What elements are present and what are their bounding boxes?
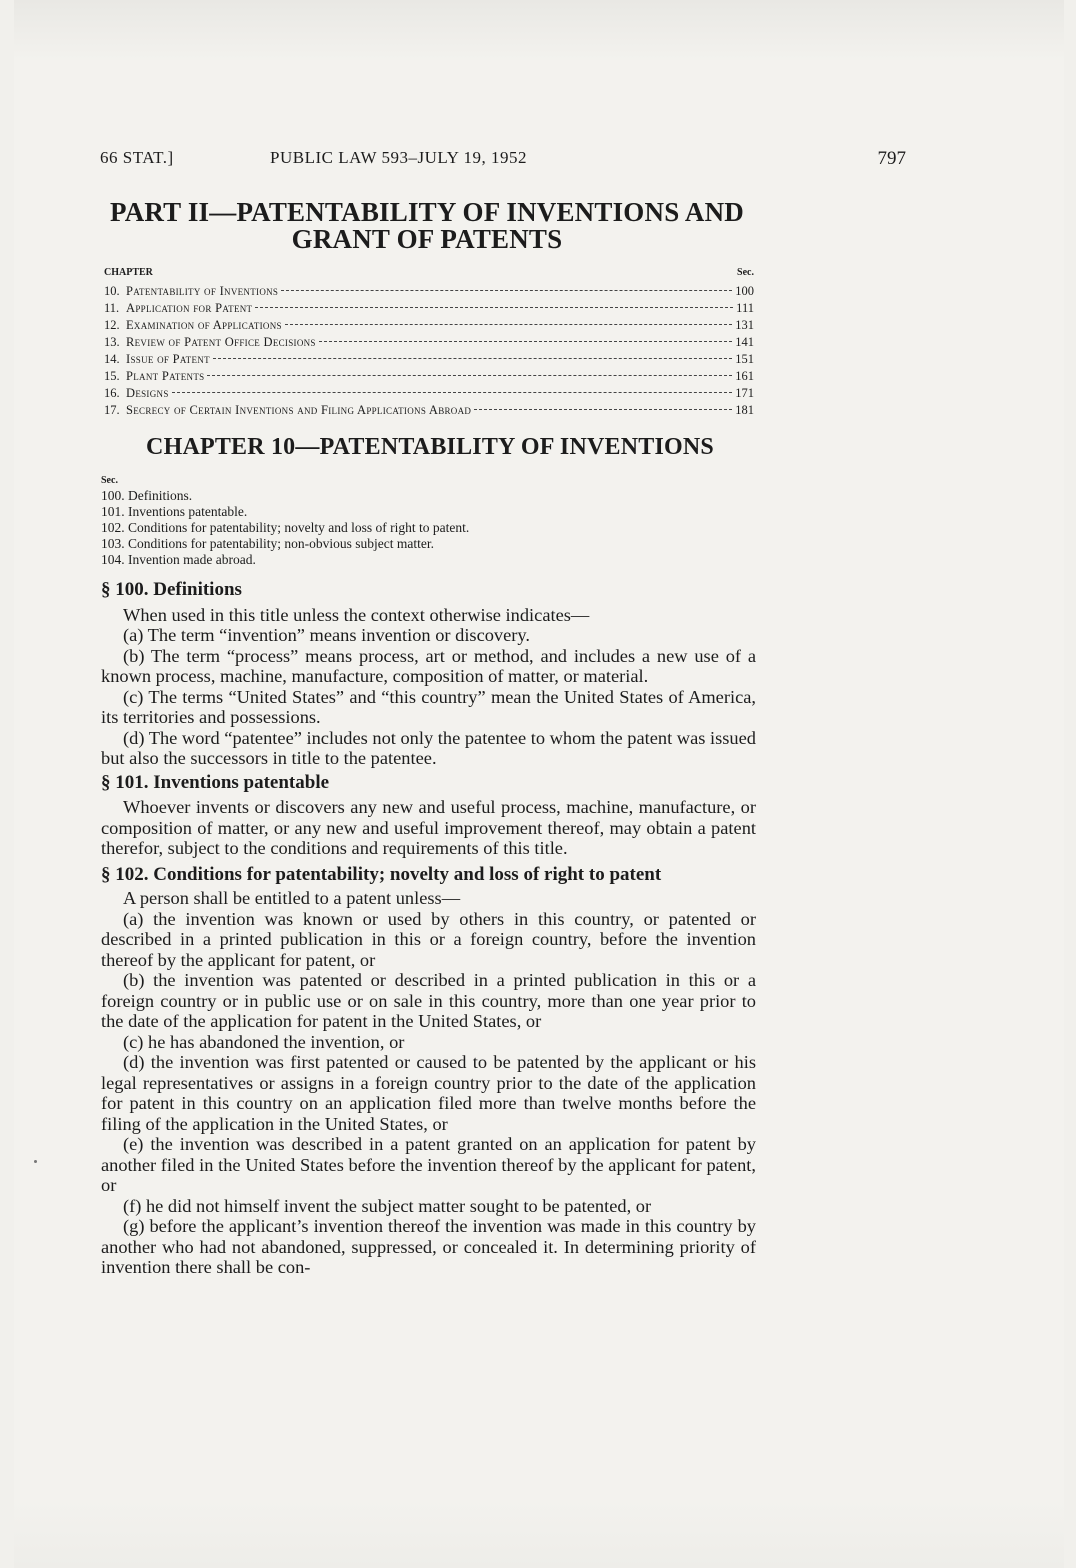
section-paragraph: A person shall be entitled to a patent unless— (123, 888, 461, 908)
toc-section-number: 151 (735, 352, 754, 366)
toc-chapter-title: Plant Patents (126, 369, 205, 383)
toc-row (104, 351, 754, 368)
section-list (101, 488, 761, 568)
toc-section-number: 171 (735, 386, 754, 400)
toc-chapter-number: 16. (104, 386, 120, 400)
toc-chapter-number: 11. (104, 301, 120, 315)
chapter-title: CHAPTER 10—PATENTABILITY OF INVENTIONS (146, 434, 714, 460)
statute-body (101, 580, 756, 1278)
toc-section-number: 111 (736, 301, 754, 315)
toc-chapter-title: Patentability of Inventions (126, 284, 279, 298)
toc-row (104, 402, 754, 419)
section-heading: § 102. Conditions for patentability; novelty and loss of right to patent (101, 863, 662, 885)
header-statute-ref: 66 STAT.] (100, 148, 174, 167)
section-paragraph: (a) the invention was known or used by others in this country, or patented or described in a printed publication in this or a foreign country, before the invention thereof by the applicant for patent, or (101, 908, 756, 970)
section-paragraph: When used in this title unless the context otherwise indicates— (123, 604, 590, 625)
section-list-item: 102. Conditions for patentability; novelty and loss of right to patent. (101, 520, 470, 535)
toc-leader-dots (172, 392, 733, 393)
section-list-item: 104. Invention made abroad. (101, 552, 256, 567)
table-of-contents (104, 283, 754, 419)
running-header (100, 148, 906, 174)
toc-section-number: 141 (735, 335, 754, 349)
toc-row (104, 317, 754, 334)
toc-row (104, 334, 754, 351)
toc-chapter-number: 10. (104, 284, 120, 298)
toc-chapter-number: 12. (104, 318, 120, 332)
toc-chapter-title: Examination of Applications (126, 318, 282, 332)
toc-row (104, 283, 754, 300)
toc-row (104, 385, 754, 402)
toc-chapter-title: Review of Patent Office Decisions (126, 335, 316, 349)
toc-leader-dots (213, 358, 732, 359)
toc-leader-dots (285, 324, 732, 325)
toc-row (104, 368, 754, 385)
toc-chapter-title: Designs (126, 386, 169, 400)
part-title: PART II—PATENTABILITY OF INVENTIONS AND GRANT OF PATENTS (110, 197, 744, 254)
toc-column-headers (104, 267, 754, 278)
toc-leader-dots (207, 375, 732, 376)
toc-leader-dots (255, 307, 733, 308)
toc-chapter-title: Issue of Patent (126, 352, 210, 366)
toc-chapter-title: Application for Patent (126, 301, 253, 315)
section-paragraph: (b) the invention was patented or described in a printed publication in this or a foreign country or in public use or on sale in this country, more than one year prior to the date of the application for patent in the United States, or (101, 970, 756, 1031)
toc-section-number: 181 (735, 403, 754, 417)
header-law-title: PUBLIC LAW 593–JULY 19, 1952 (270, 148, 527, 167)
section-list-label: Sec. (101, 475, 118, 486)
toc-section-number: 131 (735, 318, 754, 332)
toc-chapter-title: Secrecy of Certain Inventions and Filing Applications Abroad (126, 403, 472, 417)
toc-chapter-number: 13. (104, 335, 120, 349)
page-number: 797 (877, 148, 906, 169)
section-list-item: 103. Conditions for patentability; non-obvious subject matter. (101, 536, 434, 551)
toc-leader-dots (319, 341, 733, 342)
section-paragraph: (g) before the applicant’s invention thereof the invention was made in this country by another who had not abandoned, suppressed, or concealed it. In determining priority of invention there shall be con- (101, 1216, 756, 1277)
section-paragraph: (c) The terms “United States” and “this country” mean the United States of America, its territories and possessions. (101, 686, 756, 727)
section-paragraph: Whoever invents or discovers any new and useful process, machine, manufacture, or composition of matter, or any new and useful improvement thereof, may obtain a patent therefor, subject to the conditions and requirements of this title. (101, 797, 756, 858)
toc-leader-dots (474, 409, 732, 410)
section-paragraph: (d) the invention was first patented or caused to be patented by the applicant or his legal representatives or assigns in a foreign country prior to the date of the application for patent in this country on an application filed more than twelve months before the filing of the application in the United States, or (101, 1052, 756, 1134)
toc-chapter-label: CHAPTER (104, 267, 153, 278)
section-paragraph: (b) The term “process” means process, art or method, and includes a new use of a known process, machine, manufacture, composition of matter, or material. (101, 645, 756, 686)
section-list-item: 101. Inventions patentable. (101, 504, 248, 519)
section-paragraph: (c) he has abandoned the invention, or (123, 1031, 405, 1052)
toc-chapter-number: 17. (104, 403, 120, 417)
toc-section-number: 100 (735, 284, 754, 298)
toc-leader-dots (281, 290, 732, 291)
toc-chapter-number: 15. (104, 369, 120, 383)
section-paragraph: (f) he did not himself invent the subject matter sought to be patented, or (123, 1195, 652, 1216)
section-list-item: 100. Definitions. (101, 488, 193, 503)
section-paragraph: (d) The word “patentee” includes not only the patentee to whom the patent was issued but also the successors in title to the patentee. (101, 727, 756, 768)
section-heading: § 100. Definitions (101, 579, 242, 600)
section-paragraph: (e) the invention was described in a patent granted on an application for patent by another filed in the United States before the invention thereof by the applicant for patent, or (101, 1134, 756, 1195)
toc-chapter-number: 14. (104, 352, 120, 366)
toc-row (104, 300, 754, 317)
toc-section-number: 161 (735, 369, 754, 383)
toc-sec-label: Sec. (737, 267, 754, 278)
section-paragraph: (a) The term “invention” means invention or discovery. (123, 625, 531, 645)
section-heading: § 101. Inventions patentable (101, 771, 330, 793)
scan-speck (34, 1160, 37, 1163)
